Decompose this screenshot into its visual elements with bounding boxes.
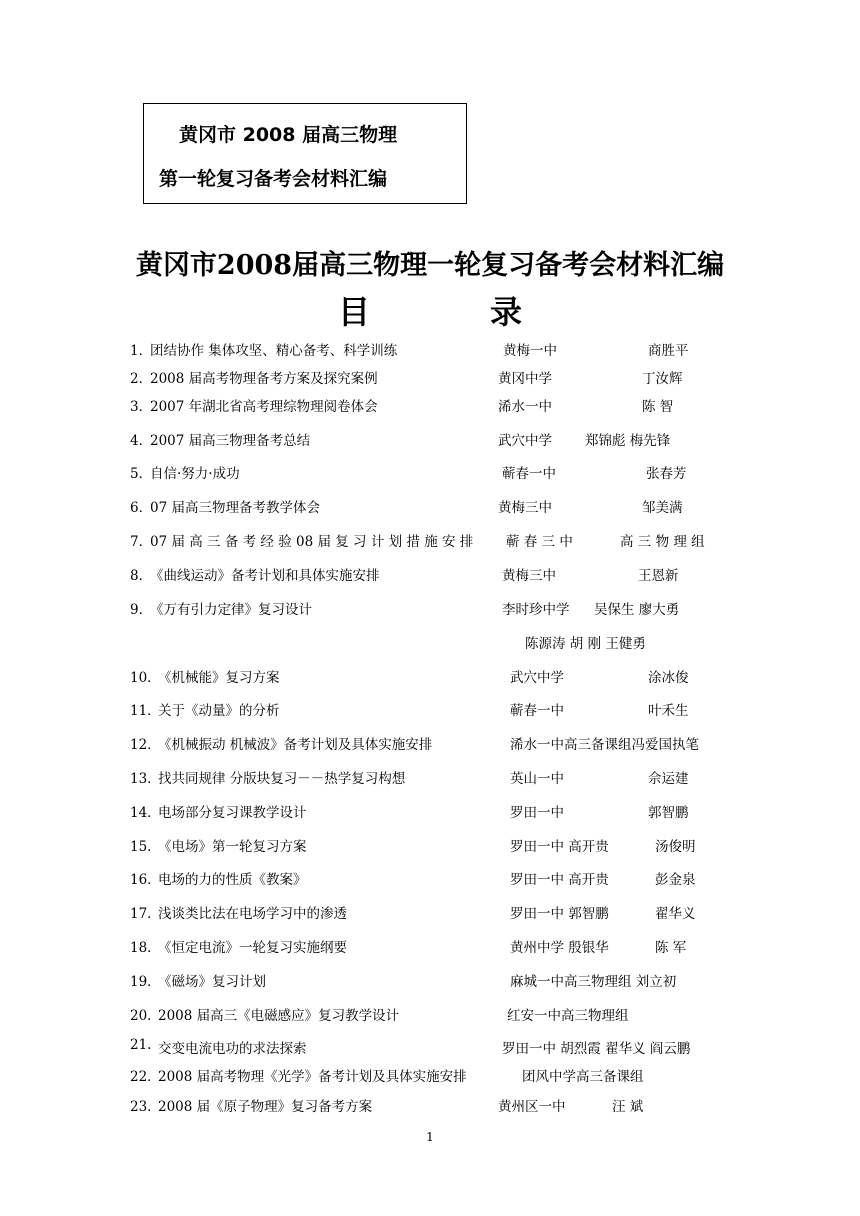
toc-entry: [0, 835, 860, 857]
toc-entry-title: 2007 届高三物理备考总结: [150, 433, 311, 449]
toc-entry-author: 翟华义: [655, 906, 696, 922]
toc-entry-unit: 红安一中高三物理组: [507, 1008, 629, 1024]
toc-entry-number: 14．: [130, 805, 161, 821]
document-heading: 黄冈市2008届高三物理一轮复习备考会材料汇编: [135, 250, 725, 281]
toc-entry-author: 汪 斌: [612, 1099, 644, 1115]
toc-entry-author: 张春芳: [646, 466, 687, 482]
toc-entry: [0, 936, 860, 958]
toc-entry: [0, 429, 860, 451]
toc-entry-unit: 罗田一中: [510, 805, 564, 821]
toc-entry: [0, 699, 860, 721]
toc-entry: [0, 339, 860, 361]
toc-entry-unit: 李时珍中学: [502, 602, 570, 618]
toc-entry-number: 7．: [130, 534, 153, 550]
toc-entry-title: 2008 届高考物理备考方案及探究案例: [150, 371, 378, 387]
toc-entry-title: 《恒定电流》一轮复习实施纲要: [158, 940, 347, 956]
toc-entry-author: 陈 智: [642, 399, 674, 415]
toc-entry-number: 20．: [130, 1008, 161, 1024]
toc-entry-unit: 麻城一中高三物理组 刘立初: [510, 974, 677, 990]
toc-entry-number: 23．: [130, 1099, 161, 1115]
toc-entry-author: 邹美满: [642, 500, 683, 516]
toc-entry-title: 浅谈类比法在电场学习中的渗透: [158, 906, 347, 922]
toc-entry: [0, 564, 860, 586]
toc-entry-unit: 蕲 春 三 中: [506, 534, 573, 550]
toc-entry-number: 4．: [130, 433, 153, 449]
toc-entry-number: 9．: [130, 602, 153, 618]
toc-entry-title: 2008 届《原子物理》复习备考方案: [158, 1099, 373, 1115]
toc-entry-number: 16．: [130, 872, 161, 888]
toc-entry-number: 22．: [130, 1069, 161, 1085]
toc-entry-number: 1．: [130, 343, 153, 359]
toc-entry-unit: 蕲春一中: [510, 703, 564, 719]
toc-entry-title: 交变电流电功的求法探索: [158, 1041, 307, 1057]
toc-entry: [0, 530, 860, 552]
toc-entry-unit: 黄冈中学: [498, 371, 552, 387]
toc-entry-unit: 罗田一中 胡烈霞 翟华义 阎云鹏: [502, 1041, 691, 1057]
toc-entry-unit: 罗田一中 高开贵: [510, 872, 609, 888]
toc-entry: [0, 733, 860, 755]
toc-entry-number: 18．: [130, 940, 161, 956]
toc-entry-title: 07 届高三物理备考教学体会: [150, 500, 320, 516]
toc-entry-unit: 黄州区一中: [498, 1099, 566, 1115]
toc-entry-unit: 浠水一中高三备课组冯爱国执笔: [510, 737, 699, 753]
toc-entry-unit: 武穴中学: [498, 433, 552, 449]
toc-entry-unit: 蕲春一中: [502, 466, 556, 482]
toc-entry-unit: 黄州中学 殷银华: [510, 940, 609, 956]
toc-entry-unit: 武穴中学: [510, 670, 564, 686]
cover-title-box: [143, 103, 467, 204]
toc-entry-title: 团结协作 集体攻坚、精心备考、科学训练: [150, 343, 398, 359]
toc-entry-number: 3．: [130, 399, 153, 415]
toc-entry: [0, 598, 860, 620]
toc-entry-author: 陈 军: [655, 940, 687, 956]
toc-entry-title: 2008 届高三《电磁感应》复习教学设计: [158, 1008, 400, 1024]
cover-title-line-1: 黄冈市 2008 届高三物理: [179, 124, 398, 146]
toc-entry-title: 《机械振动 机械波》备考计划及具体实施安排: [158, 737, 433, 753]
toc-entry-number: 12．: [130, 737, 161, 753]
toc-entry: [0, 395, 860, 417]
toc-entry-author: 佘运建: [648, 771, 689, 787]
toc-entry-title: 2007 年湖北省高考理综物理阅卷体会: [150, 399, 378, 415]
toc-entry: [0, 1095, 860, 1117]
toc-entry-title: 找共同规律 分版块复习－－热学复习构想: [158, 771, 406, 787]
toc-entry-number: 21.: [130, 1037, 152, 1053]
toc-entry-unit: 罗田一中 郭智鹏: [510, 906, 609, 922]
toc-label-right: 录: [490, 293, 523, 331]
toc-entry-number: 8．: [130, 568, 153, 584]
toc-entry-number: 6．: [130, 500, 153, 516]
toc-entry: [0, 767, 860, 789]
toc-entry-title: 《曲线运动》备考计划和具体实施安排: [150, 568, 380, 584]
toc-entry-title: 《机械能》复习方案: [158, 670, 280, 686]
toc-entry-title: 《磁场》复习计划: [158, 974, 266, 990]
toc-entry-author: 高 三 物 理 组: [620, 534, 705, 550]
toc-entry-author: 郑锦彪 梅先锋: [585, 433, 671, 449]
toc-entry-author: 陈源涛 胡 刚 王健勇: [525, 636, 646, 652]
toc-entry-title: 2008 届高考物理《光学》备考计划及具体实施安排: [158, 1069, 467, 1085]
toc-entry: [0, 666, 860, 688]
toc-entry-title: 《电场》第一轮复习方案: [158, 839, 307, 855]
toc-entry-title: 自信·努力·成功: [150, 466, 240, 482]
toc-entry-number: 10．: [130, 670, 161, 686]
toc-entry-author: 汤俊明: [655, 839, 696, 855]
toc-entry-author: 彭金泉: [655, 872, 696, 888]
toc-entry-author: 王恩新: [638, 568, 679, 584]
toc-entry: [0, 632, 860, 654]
toc-entry: [0, 1037, 860, 1059]
toc-entry-title: 关于《动量》的分析: [158, 703, 280, 719]
toc-entry-unit: 团风中学高三备课组: [522, 1069, 644, 1085]
toc-entry-title: 电场部分复习课教学设计: [158, 805, 307, 821]
toc-entry: [0, 1004, 860, 1026]
toc-entry-number: 17．: [130, 906, 161, 922]
toc-entry: [0, 970, 860, 992]
toc-label-left: 目: [338, 293, 371, 331]
toc-entry-number: 11．: [130, 703, 161, 719]
toc-entry-unit: 黄梅三中: [498, 500, 552, 516]
toc-entry-author: 涂冰俊: [648, 670, 689, 686]
toc-entry-author: 吴保生 廖大勇: [594, 602, 680, 618]
toc-entry-title: 电场的力的性质《教案》: [158, 872, 307, 888]
toc-entry-author: 丁汝辉: [642, 371, 683, 387]
toc-entry: [0, 902, 860, 924]
toc-entry: [0, 496, 860, 518]
toc-entry: [0, 1065, 860, 1087]
toc-entry: [0, 801, 860, 823]
toc-entry: [0, 367, 860, 389]
toc-entry-title: 《万有引力定律》复习设计: [150, 602, 312, 618]
toc-entry-unit: 黄梅三中: [502, 568, 556, 584]
toc-entry: [0, 462, 860, 484]
toc-entry-unit: 英山一中: [510, 771, 564, 787]
toc-entry-number: 5．: [130, 466, 153, 482]
toc-entry-number: 2．: [130, 371, 153, 387]
page-number: 1: [426, 1130, 434, 1144]
toc-entry-author: 郭智鹏: [648, 805, 689, 821]
toc-entry-unit: 罗田一中 高开贵: [510, 839, 609, 855]
toc-entry-unit: 浠水一中: [498, 399, 552, 415]
toc-entry-number: 15．: [130, 839, 161, 855]
toc-entry: [0, 868, 860, 890]
cover-title-line-2: 第一轮复习备考会材料汇编: [159, 168, 388, 190]
toc-entry-unit: 黄梅一中: [503, 343, 557, 359]
toc-entry-author: 叶禾生: [648, 703, 689, 719]
toc-entry-author: 商胜平: [648, 343, 689, 359]
toc-entry-number: 19．: [130, 974, 161, 990]
toc-entry-title: 07 届 高 三 备 考 经 验 08 届 复 习 计 划 措 施 安 排: [150, 534, 474, 550]
toc-entry-number: 13．: [130, 771, 161, 787]
